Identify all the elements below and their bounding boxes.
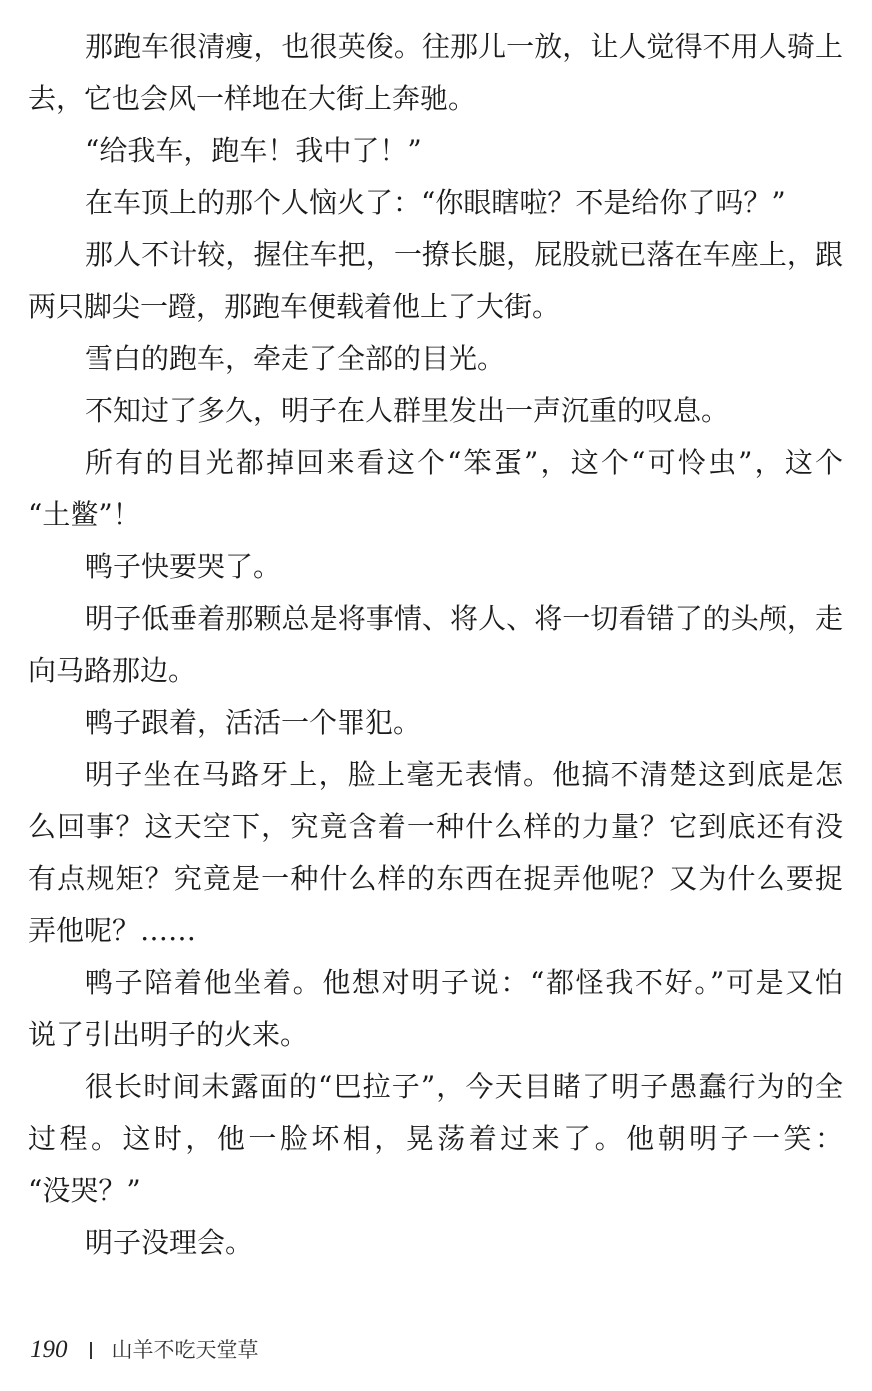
text-line: 明子没理会。 [85,1226,254,1259]
text-line: 两只脚尖一蹬，那跑车便载着他上了大街。 [28,290,561,323]
text-line: 鸭子陪着他坐着。他想对明子说：“都怪我不好。”可是又怕 [85,966,843,999]
text-line: 去，它也会风一样地在大街上奔驰。 [28,82,477,115]
text-line: “土鳖”！ [28,498,141,531]
text-line: 很长时间未露面的“巴拉子”，今天目睹了明子愚蠢行为的全 [85,1070,843,1103]
text-line: 鸭子快要哭了。 [85,550,282,583]
text-line: 所有的目光都掉回来看这个“笨蛋”，这个“可怜虫”，这个 [85,446,843,479]
text-line: 明子坐在马路牙上，脸上毫无表情。他搞不清楚这到底是怎 [85,758,843,791]
text-line: 有点规矩？究竟是一种什么样的东西在捉弄他呢？又为什么要捉 [28,862,843,895]
text-line: 明子低垂着那颗总是将事情、将人、将一切看错了的头颅，走 [85,602,843,635]
text-line: 那跑车很清瘦，也很英俊。往那儿一放，让人觉得不用人骑上 [85,30,843,63]
book-title: 山羊不吃天堂草 [111,1338,259,1362]
text-line: 雪白的跑车，牵走了全部的目光。 [85,342,506,375]
text-line: “给我车，跑车！我中了！” [85,134,422,167]
body-text [28,21,843,1269]
text-line: 在车顶上的那个人恼火了：“你眼瞎啦？不是给你了吗？” [85,186,786,219]
text-line: “没哭？” [28,1174,141,1207]
text-line: 不知过了多久，明子在人群里发出一声沉重的叹息。 [85,394,730,427]
text-line: 么回事？这天空下，究竟含着一种什么样的力量？它到底还有没 [28,810,843,843]
text-line: 弄他呢？…… [28,914,197,947]
footer-separator [90,1342,92,1359]
page-number: 190 [30,1336,68,1363]
text-line: 那人不计较，握住车把，一撩长腿，屁股就已落在车座上，跟 [85,238,843,271]
text-line: 鸭子跟着，活活一个罪犯。 [85,706,422,739]
text-line: 说了引出明子的火来。 [28,1018,309,1051]
text-line: 向马路那边。 [28,654,197,687]
page-footer [30,1332,259,1368]
text-line: 过程。这时，他一脸坏相，晃荡着过来了。他朝明子一笑： [28,1122,843,1155]
